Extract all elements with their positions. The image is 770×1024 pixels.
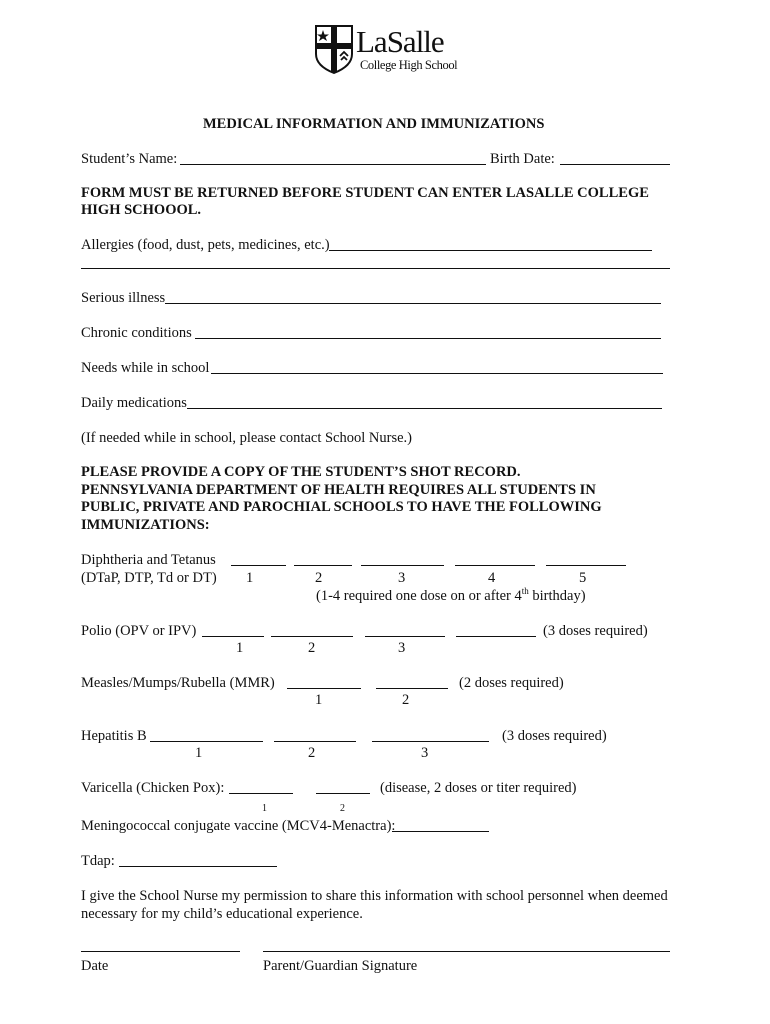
needs-in-school-field[interactable] — [211, 373, 663, 374]
student-name-label: Student’s Name: — [81, 151, 178, 167]
mmr-dose-2-field[interactable] — [376, 688, 448, 689]
serious-illness-field[interactable] — [165, 303, 661, 304]
varicella-label: Varicella (Chicken Pox): — [81, 780, 225, 796]
nurse-note: (If needed while in school, please contact School Nurse.) — [81, 430, 412, 446]
diphtheria-dose-2-number: 2 — [315, 570, 323, 586]
chronic-conditions-field[interactable] — [195, 338, 661, 339]
signature-field[interactable] — [263, 951, 670, 952]
polio-dose-3-field[interactable] — [365, 636, 445, 637]
birth-date-label: Birth Date: — [490, 151, 555, 167]
varicella-note: (disease, 2 doses or titer required) — [380, 780, 577, 796]
diphtheria-note: (1-4 required one dose on or after 4th birthday) — [316, 586, 586, 604]
notice-line-2: HIGH SCHOOOL. — [81, 202, 202, 218]
diphtheria-dose-2-field[interactable] — [294, 565, 352, 566]
diphtheria-dose-1-field[interactable] — [231, 565, 286, 566]
allergies-field-line-2[interactable] — [81, 268, 670, 269]
tdap-field[interactable] — [119, 866, 277, 867]
permission-line-2: necessary for my child’s educational experience. — [81, 906, 363, 922]
polio-dose-3-number: 3 — [398, 640, 406, 656]
polio-dose-2-field[interactable] — [271, 636, 353, 637]
polio-dose-1-number: 1 — [236, 640, 244, 656]
daily-medications-label: Daily medications — [81, 395, 187, 411]
permission-line-1: I give the School Nurse my permission to share this information with school personnel when deemed — [81, 888, 668, 904]
polio-label: Polio (OPV or IPV) — [81, 623, 197, 639]
polio-note: (3 doses required) — [543, 623, 648, 639]
diphtheria-label: Diphtheria and Tetanus — [81, 552, 216, 568]
mmr-dose-1-number: 1 — [315, 692, 323, 708]
hepb-dose-1-number: 1 — [195, 745, 203, 761]
varicella-dose-2-field[interactable] — [316, 793, 370, 794]
diphtheria-dose-4-number: 4 — [488, 570, 496, 586]
page-title: MEDICAL INFORMATION AND IMMUNIZATIONS — [203, 116, 545, 132]
shot-record-line-2: PENNSYLVANIA DEPARTMENT OF HEALTH REQUIRES ALL STUDENTS IN — [81, 482, 596, 498]
diphtheria-dose-1-number: 1 — [246, 570, 254, 586]
diphtheria-sublabel: (DTaP, DTP, Td or DT) — [81, 570, 217, 586]
hepb-dose-3-field[interactable] — [372, 741, 489, 742]
meningococcal-dose-2-number: 2 — [340, 803, 345, 814]
shield-icon — [314, 24, 354, 74]
birth-date-field[interactable] — [560, 164, 670, 165]
student-name-field[interactable] — [180, 164, 486, 165]
hepb-label: Hepatitis B — [81, 728, 147, 744]
hepb-dose-3-number: 3 — [421, 745, 429, 761]
shot-record-line-4: IMMUNIZATIONS: — [81, 517, 210, 533]
tdap-label: Tdap: — [81, 853, 115, 869]
hepb-dose-2-number: 2 — [308, 745, 316, 761]
allergies-field[interactable] — [329, 250, 652, 251]
signature-label: Parent/Guardian Signature — [263, 958, 418, 974]
mmr-dose-2-number: 2 — [402, 692, 410, 708]
polio-dose-4-field[interactable] — [456, 636, 536, 637]
school-logo — [314, 24, 464, 76]
date-label: Date — [81, 958, 109, 974]
hepb-note: (3 doses required) — [502, 728, 607, 744]
notice-line-1: FORM MUST BE RETURNED BEFORE STUDENT CAN ENTER LASALLE COLLEGE — [81, 185, 649, 201]
polio-dose-1-field[interactable] — [202, 636, 264, 637]
mmr-dose-1-field[interactable] — [287, 688, 361, 689]
diphtheria-dose-4-field[interactable] — [455, 565, 535, 566]
date-field[interactable] — [81, 951, 240, 952]
allergies-label: Allergies (food, dust, pets, medicines, etc.) — [81, 237, 330, 253]
varicella-dose-1-field[interactable] — [229, 793, 293, 794]
chronic-conditions-label: Chronic conditions — [81, 325, 192, 341]
daily-medications-field[interactable] — [187, 408, 662, 409]
diphtheria-dose-5-number: 5 — [579, 570, 587, 586]
serious-illness-label: Serious illness — [81, 290, 166, 306]
mmr-label: Measles/Mumps/Rubella (MMR) — [81, 675, 275, 691]
shot-record-line-3: PUBLIC, PRIVATE AND PAROCHIAL SCHOOLS TO HAVE THE FOLLOWING — [81, 499, 602, 515]
diphtheria-dose-3-field[interactable] — [361, 565, 444, 566]
meningococcal-field[interactable] — [392, 831, 489, 832]
polio-dose-2-number: 2 — [308, 640, 316, 656]
meningococcal-dose-1-number: 1 — [262, 803, 267, 814]
hepb-dose-2-field[interactable] — [274, 741, 356, 742]
meningococcal-label: Meningococcal conjugate vaccine (MCV4-Menactra): — [81, 818, 396, 834]
diphtheria-dose-5-field[interactable] — [546, 565, 626, 566]
logo-subtitle: College High School — [360, 58, 458, 72]
hepb-dose-1-field[interactable] — [150, 741, 263, 742]
logo-name: LaSalle — [356, 24, 444, 59]
mmr-note: (2 doses required) — [459, 675, 564, 691]
shot-record-line-1: PLEASE PROVIDE A COPY OF THE STUDENT’S SHOT RECORD. — [81, 464, 521, 480]
needs-in-school-label: Needs while in school — [81, 360, 210, 376]
diphtheria-dose-3-number: 3 — [398, 570, 406, 586]
